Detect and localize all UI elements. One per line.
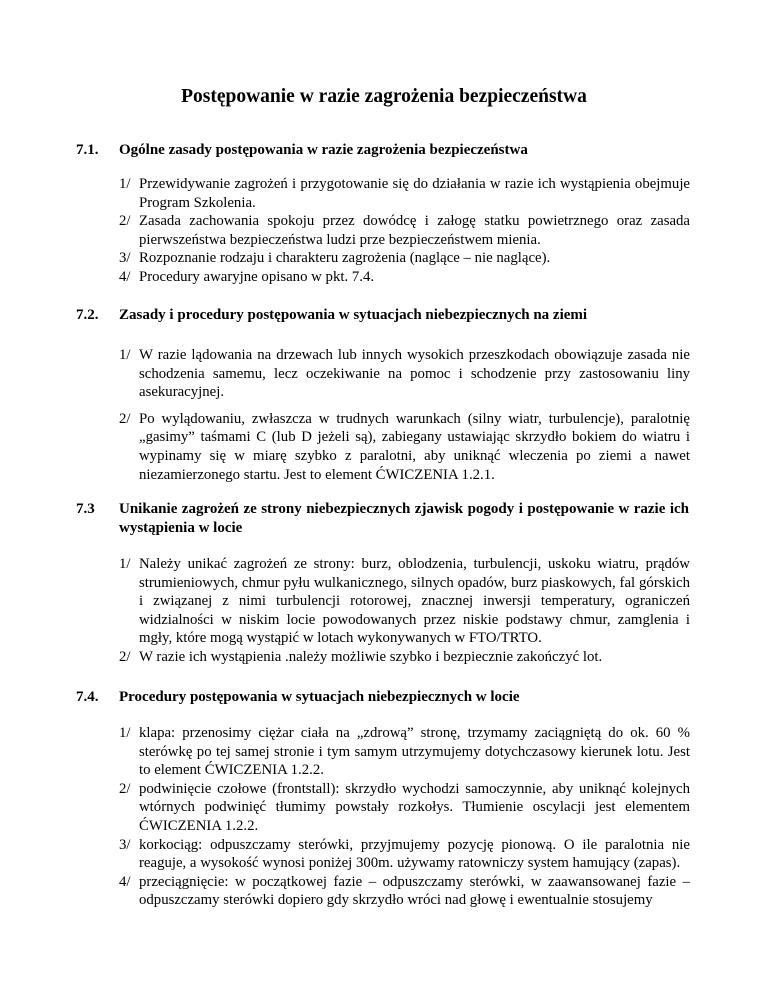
item-text: korkociąg: odpuszczamy sterówki, przyjmujemy pozycję pionową. O ile paralotnia nie reaguje, a wysokość wynosi poniżej 300m. używamy ratowniczy system hamujący (zapas). (139, 836, 690, 872)
section-list (119, 346, 690, 484)
list-item (119, 836, 690, 873)
item-text: W razie ich wystąpienia .należy możliwie szybko i bezpiecznie zakończyć lot. (139, 648, 603, 665)
section-number: 7.3 (76, 501, 95, 517)
list-item (119, 780, 690, 836)
item-text: Zasada zachowania spokoju przez dowódcę i załogę statku powietrznego oraz zasada pierwszeństwa bezpieczeństwa ludzi prze bezpieczeństwem mienia. (139, 213, 690, 248)
item-number: 4/ (119, 873, 131, 890)
list-item (119, 724, 690, 780)
section-title: Procedury postępowania w sytuacjach niebezpiecznych w locie (119, 689, 520, 705)
section-title: Unikanie zagrożeń ze strony niebezpiecznych zjawisk pogody i postępowanie w razie ich wystąpienia w locie (119, 501, 689, 536)
item-number: 1/ (119, 556, 131, 572)
list-item (119, 175, 690, 212)
section-number: 7.2. (76, 307, 99, 323)
section-number: 7.4. (76, 689, 99, 705)
item-text: Po wylądowaniu, zwłaszcza w trudnych warunkach (silny wiatr, turbulencje), paralotnię „gasimy” taśmami C (lub D jeżeli są), zabiegany ustawiając skrzydło bokiem do wiatru i wypinamy się w miarę szybko z paralotni, aby uniknąć wleczenia po ziemi a nawet niezamierzonego startu. Jest to element ĆWICZENIA 1.2.1. (139, 410, 690, 483)
item-text: podwinięcie czołowe (frontstall): skrzydło wychodzi samoczynnie, aby uniknąć kolejnych wtórnych podwinięć tłumimy powstały rozkołys. Tłumienie oscylacji jest elementem ĆWICZENIA 1.2.2. (139, 780, 690, 834)
item-text: przeciągnięcie: w początkowej fazie – odpuszczamy sterówki, w zaawansowanej fazie – odpuszczamy sterówki dopiero gdy skrzydło wróci nad głowę i ewentualnie stosujemy (139, 873, 690, 909)
item-number: 1/ (119, 725, 131, 741)
item-number: 4/ (119, 268, 131, 285)
item-text: W razie lądowania na drzewach lub innych wysokich przeszkodach obowiązuje zasada nie schodzenia samemu, lecz oczekiwanie na pomoc i schodzenie przy zastosowaniu liny asekuracyjnej. (139, 347, 690, 401)
item-number: 1/ (119, 176, 131, 192)
document-title: Postępowanie w razie zagrożenia bezpieczeństwa (181, 86, 587, 107)
item-text: Przewidywanie zagrożeń i przygotowanie się do działania w razie ich wystąpienia obejmuje Program Szkolenia. (139, 176, 690, 211)
list-item (119, 249, 690, 268)
item-number: 3/ (119, 250, 131, 267)
list-item (119, 648, 690, 667)
section-list (119, 724, 690, 910)
item-text: Rozpoznanie rodzaju i charakteru zagrożenia (naglące – nie naglące). (139, 250, 551, 267)
item-number: 2/ (119, 410, 131, 427)
item-number: 2/ (119, 213, 131, 230)
item-number: 2/ (119, 780, 131, 797)
section-title: Zasady i procedury postępowania w sytuacjach niebezpiecznych na ziemi (119, 307, 588, 323)
list-item (119, 873, 690, 910)
section-list (119, 175, 690, 287)
item-number: 3/ (119, 836, 131, 853)
list-item (119, 555, 690, 648)
list-item (119, 268, 690, 287)
item-number: 2/ (119, 648, 131, 665)
item-text: Należy unikać zagrożeń ze strony: burz, oblodzenia, turbulencji, uskoku wiatru, prądów strumieniowych, chmur pyłu wulkanicznego, silnych opadów, burz piaskowych, fal górskich i związanej z nimi turbulencji rotorowej, znacznej inwersji temperatury, ograniczeń widzialności w niskim locie powodowanych przez niskie podstawy chmur, zamglenia i mgły, które mogą wystąpić w lotach wykonywanych w FTO/TRTO. (139, 556, 690, 647)
section-number: 7.1. (76, 142, 99, 158)
section-title: Ogólne zasady postępowania w razie zagrożenia bezpieczeństwa (119, 142, 528, 158)
item-number: 1/ (119, 347, 131, 363)
list-item (119, 212, 690, 249)
item-text: Procedury awaryjne opisano w pkt. 7.4. (139, 268, 375, 285)
list-item (119, 346, 690, 402)
item-text: klapa: przenosimy ciężar ciała na „zdrową” stronę, trzymamy zaciągniętą do ok. 60 % sterówkę po tej samej stronie i tym samym utrzymujemy dotychczasowy kierunek lotu. Jest to element ĆWICZENIA 1.2.2. (139, 725, 690, 779)
section-list (119, 555, 690, 667)
list-item (119, 410, 690, 484)
